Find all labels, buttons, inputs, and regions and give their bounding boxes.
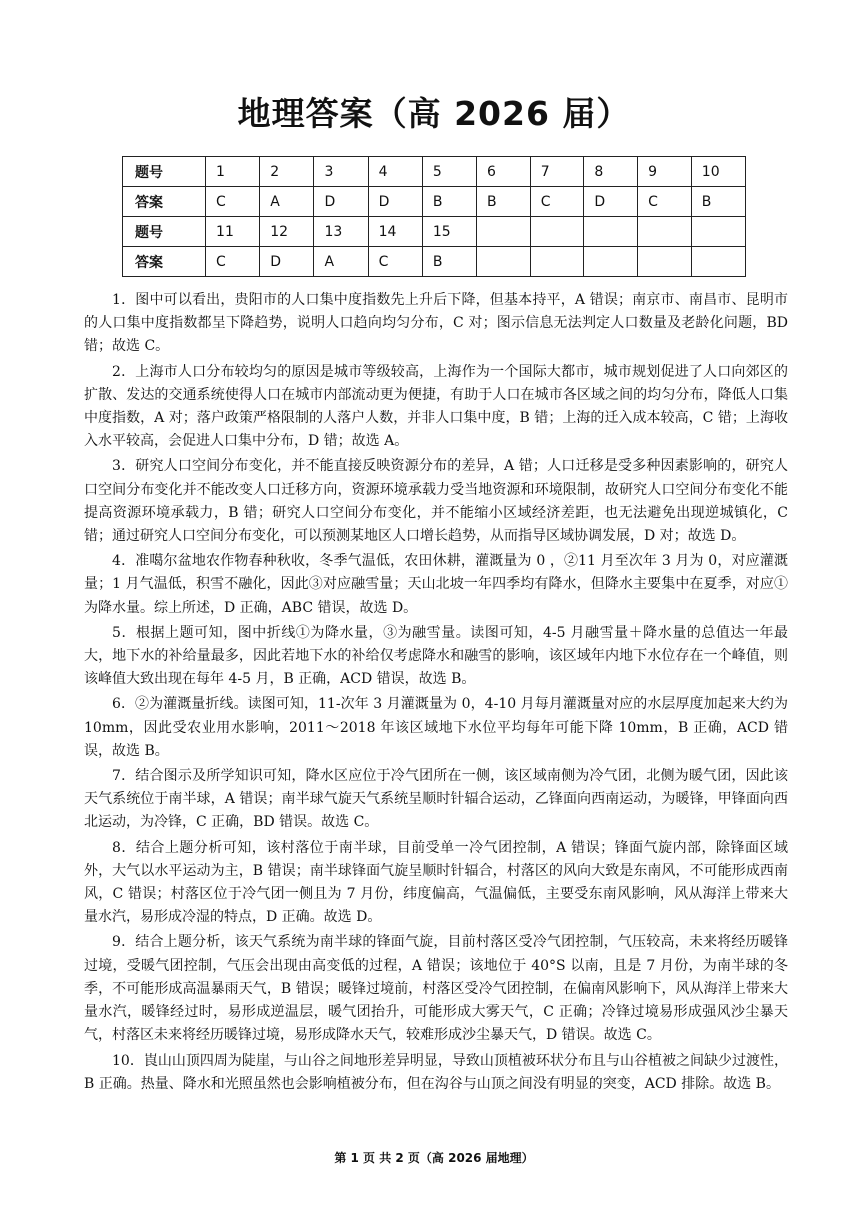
explanation-paragraph: 8．结合上题分析可知，该村落位于南半球，目前受单一冷气团控制，A 错误；锋面气旋内部，除锋面区域外，大气以水平运动为主，B 错误；南半球锋面气旋呈顺时针辐合，村落区的风向大致是东南风，不可能形成西南风，C 错误；村落区位于冷气团一侧且为 7 月份，纬度偏高，气温偏低，主要受东南风影响，风从海洋上带来大量水汽，易形成冷湿的特点，D 正确。故选 D。 [84,839,788,926]
row-header: 答案 [123,247,206,277]
answer-table-cell: 4 [368,157,422,187]
explanation-paragraph: 4．准噶尔盆地农作物春种秋收，冬季气温低，农田休耕，灌溉量为 0 ，②11 月至次年 3 月为 0，对应灌溉量；1 月气温低，积雪不融化，因此③对应融雪量；天山北坡一年四季均有降水，但降水主要集中在夏季，对应①为降水量。综上所述，D 正确，ABC 错误，故选 D。 [84,553,788,616]
explanation-paragraph: 3．研究人口空间分布变化，并不能直接反映资源分布的差异，A 错；人口迁移是受多种因素影响的，研究人口空间分布变化并不能改变人口迁移方向，资源环境承载力受当地资源和环境限制，故研究人口空间分布变化不能提高资源环境承载力，B 错；研究人口空间分布变化，并不能缩小区域经济差距，也无法避免出现逆城镇化，C 错；通过研究人口空间分布变化，可以预测某地区人口增长趋势，从而指导区域协调发展，D 对；故选 D。 [84,458,788,545]
row-header: 题号 [123,217,206,247]
answer-table-cell: 15 [422,217,476,247]
answer-table-cell: 9 [638,157,692,187]
page-footer: 第 1 页 共 2 页（高 2026 届地理） [334,1151,534,1165]
answer-table-cell: 7 [530,157,584,187]
answer-table-cell: 8 [584,157,638,187]
answer-table-cell: C [530,187,584,217]
answer-table-cell: D [260,247,314,277]
answer-table-cell: 3 [314,157,368,187]
explanation-paragraph: 2．上海市人口分布较均匀的原因是城市等级较高，上海作为一个国际大都市，城市规划促进了人口向郊区的扩散、发达的交通系统使得人口在城市内部流动更为便捷，有助于人口在城市各区域之间的均匀分布，降低人口集中度指数，A 对；落户政策严格限制的人落户人数，并非人口集中度，B 错；上海的迁入成本较高，C 错；上海收入水平较高，会促进人口集中分布，D 错；故选 A。 [84,363,788,450]
answer-table [122,156,746,277]
answer-table-cell: D [314,187,368,217]
explanations-section [84,289,788,1098]
answer-table-cell [584,217,638,247]
answer-table-cell [584,247,638,277]
answer-table-cell [638,217,692,247]
answer-table-cell [638,247,692,277]
answer-table-cell: 13 [314,217,368,247]
answer-table-cell: D [584,187,638,217]
answer-table-cell: 1 [206,157,260,187]
explanation-paragraph: 9．结合上题分析，该天气系统为南半球的锋面气旋，目前村落区受冷气团控制，气压较高，未来将经历暖锋过境，受暖气团控制，气压会出现由高变低的过程，A 错误；该地位于 40°S 以南，且是 7 月份，为南半球的冬季，不可能形成高温暴雨天气，B 错误；暖锋过境前，村落区受冷气团控制，在偏南风影响下，风从海洋上带来大量水汽，暖锋经过时，易形成逆温层，暖气团抬升，可能形成大雾天气，C 正确；冷锋过境易形成强风沙尘暴天气，村落区未来将经历暖锋过境，易形成降水天气，较难形成沙尘暴天气，D 错误。故选 C。 [84,934,788,1044]
row-header: 答案 [123,187,206,217]
explanation-paragraph: 5．根据上题可知，图中折线①为降水量，③为融雪量。读图可知，4-5 月融雪量＋降水量的总值达一年最大，地下水的补给量最多，因此若地下水的补给仅考虑降水和融雪的影响，该区域年内地下水位存在一个峰值，则该峰值大致出现在每年 4-5 月，B 正确，ACD 错误，故选 B。 [84,624,788,688]
answer-table-cell: C [368,247,422,277]
answer-table-cell [477,247,531,277]
answer-table-cell: 2 [260,157,314,187]
answer-table-row [123,247,746,277]
row-header: 题号 [123,157,206,187]
answer-table-cell: A [314,247,368,277]
answer-table-cell [477,217,531,247]
explanation-paragraph: 10．崀山山顶四周为陡崖，与山谷之间地形差异明显，导致山顶植被环状分布且与山谷植被之间缺少过渡性，B 正确。热量、降水和光照虽然也会影响植被分布，但在沟谷与山顶之间没有明显的突变，ACD 排除。故选 B。 [84,1052,788,1092]
answer-table-cell: C [206,187,260,217]
explanation-paragraph: 7．结合图示及所学知识可知，降水区应位于冷气团所在一侧，该区域南侧为冷气团，北侧为暖气团，因此该天气系统位于南半球，A 错误；南半球气旋天气系统呈顺时针辐合运动，乙锋面向西南运动，为暖锋，甲锋面向西北运动，为冷锋，C 正确，BD 错误。故选 C。 [84,768,788,831]
answer-table-cell [691,217,745,247]
explanation-paragraph: 6．②为灌溉量折线。读图可知，11-次年 3 月灌溉量为 0，4-10 月每月灌溉量对应的水层厚度加起来大约为 10mm，因此受农业用水影响，2011～2018 年该区域地下水位平均每年可能下降 10mm，B 正确，ACD 错误，故选 B。 [84,696,788,759]
answer-table-cell: C [206,247,260,277]
answer-table-cell: 11 [206,217,260,247]
answer-table-cell: B [691,187,745,217]
answer-table-cell: C [638,187,692,217]
answer-table-cell [530,217,584,247]
answer-table-cell: 14 [368,217,422,247]
answer-table-cell: D [368,187,422,217]
answer-table-cell: A [260,187,314,217]
answer-table-cell: B [477,187,531,217]
answer-table-cell: 6 [477,157,531,187]
answer-table-cell: 10 [691,157,745,187]
answer-table-cell [530,247,584,277]
answer-table-cell: 5 [422,157,476,187]
answer-table-cell: 12 [260,217,314,247]
answer-table-row [123,157,746,187]
answer-table-cell: B [422,187,476,217]
answer-table-row [123,187,746,217]
explanation-paragraph: 1．图中可以看出，贵阳市的人口集中度指数先上升后下降，但基本持平，A 错误；南京市、南昌市、昆明市的人口集中度指数都呈下降趋势，说明人口趋向均匀分布，C 对；图示信息无法判定人口数量及老龄化问题，BD 错；故选 C。 [84,292,788,355]
answer-table-cell: B [422,247,476,277]
answer-table-row [123,217,746,247]
page-title: 地理答案（高 2026 届） [237,94,631,133]
answer-table-cell [691,247,745,277]
